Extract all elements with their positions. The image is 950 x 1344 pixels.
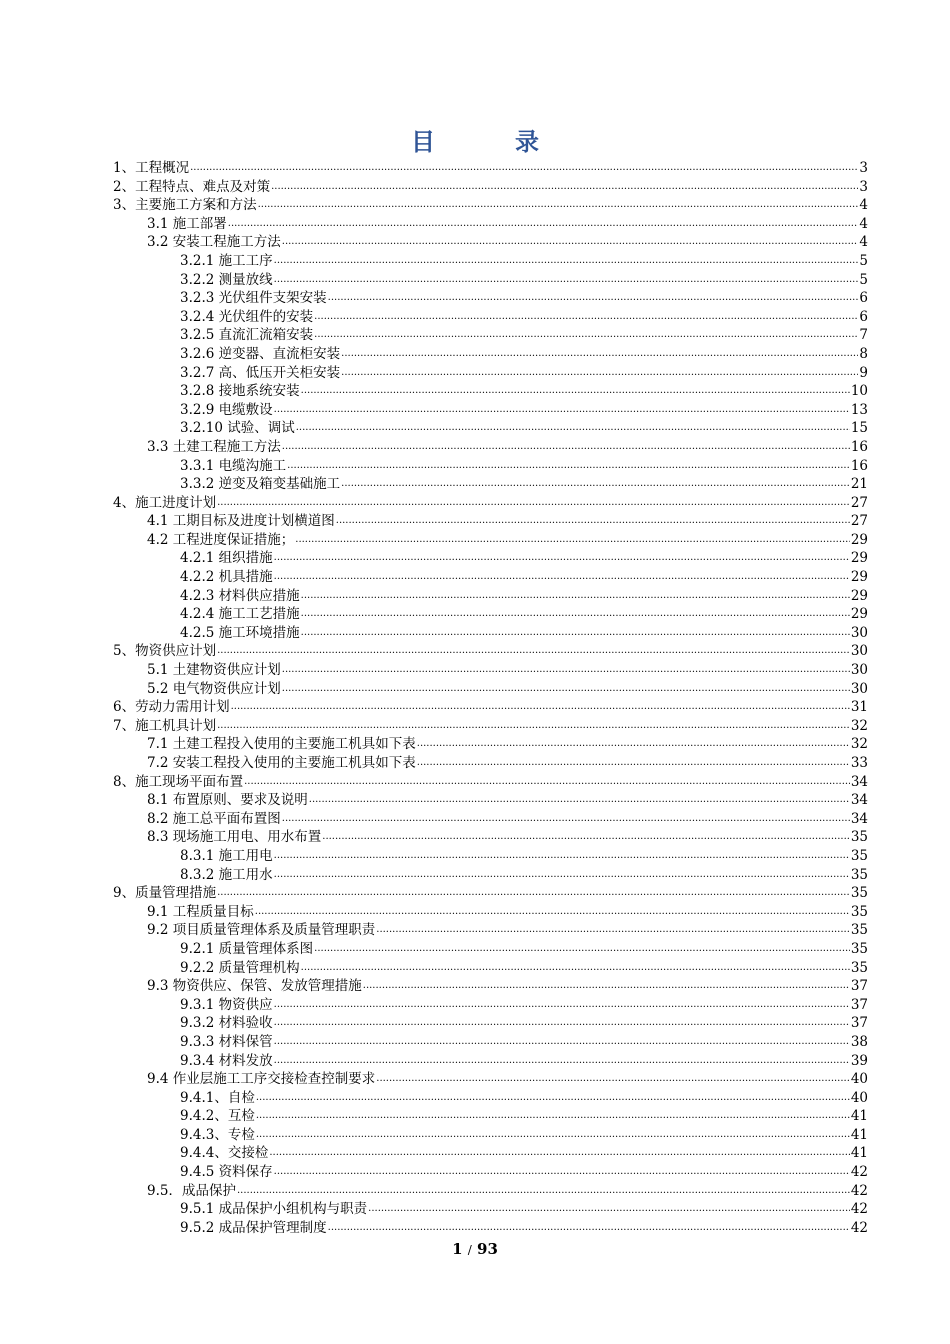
toc-entry[interactable] bbox=[113, 773, 868, 792]
toc-leader-dots bbox=[274, 1163, 850, 1182]
toc-entry[interactable] bbox=[113, 1033, 868, 1052]
toc-entry-text: 9.2.1 质量管理体系图 bbox=[180, 940, 314, 957]
toc-entry[interactable] bbox=[113, 233, 868, 252]
toc-entry-text: 3.2.5 直流汇流箱安装 bbox=[180, 327, 314, 344]
toc-entry[interactable] bbox=[113, 1052, 868, 1071]
toc-entry[interactable] bbox=[113, 828, 868, 847]
toc-leader-dots bbox=[328, 1219, 850, 1238]
toc-leader-dots bbox=[322, 828, 850, 847]
toc-entry[interactable] bbox=[113, 624, 868, 643]
toc-entry-text: 4.2.4 施工工艺措施 bbox=[180, 606, 300, 623]
toc-leader-dots bbox=[274, 1033, 850, 1052]
toc-entry[interactable] bbox=[113, 308, 868, 327]
toc-entry[interactable] bbox=[113, 401, 868, 420]
toc-entry-page: 6 bbox=[859, 308, 868, 325]
toc-entry-page: 27 bbox=[850, 513, 868, 530]
toc-entry-page: 35 bbox=[850, 903, 868, 920]
toc-entry[interactable] bbox=[113, 345, 868, 364]
toc-leader-dots bbox=[274, 996, 850, 1015]
toc-entry-text: 9、质量管理措施 bbox=[113, 885, 217, 902]
toc-leader-dots bbox=[295, 531, 850, 550]
toc-entry[interactable] bbox=[113, 475, 868, 494]
toc-leader-dots bbox=[301, 605, 850, 624]
toc-leader-dots bbox=[341, 475, 850, 494]
toc-entry[interactable] bbox=[113, 884, 868, 903]
toc-title: 目 录 bbox=[411, 127, 567, 156]
toc-entry[interactable] bbox=[113, 568, 868, 587]
toc-entry[interactable] bbox=[113, 847, 868, 866]
toc-entry-text: 4.2.3 材料供应措施 bbox=[180, 587, 300, 604]
toc-leader-dots bbox=[271, 178, 858, 197]
toc-entry-text: 9.3.2 材料验收 bbox=[180, 1015, 273, 1032]
page-current: 1 bbox=[452, 1240, 463, 1258]
toc-entry-text: 9.3.1 物资供应 bbox=[180, 996, 273, 1013]
toc-entry-page: 6 bbox=[859, 290, 868, 307]
toc-entry-page: 32 bbox=[850, 717, 868, 734]
toc-entry-page: 32 bbox=[850, 736, 868, 753]
toc-entry[interactable] bbox=[113, 531, 868, 550]
toc-entry-text: 3.1 施工部署 bbox=[147, 215, 227, 232]
toc-entry-text: 3.2.8 接地系统安装 bbox=[180, 383, 300, 400]
toc-leader-dots bbox=[274, 549, 850, 568]
toc-entry-page: 35 bbox=[850, 885, 868, 902]
toc-entry[interactable] bbox=[113, 457, 868, 476]
toc-entry[interactable] bbox=[113, 215, 868, 234]
toc-entry-page: 35 bbox=[850, 922, 868, 939]
toc-entry-page: 29 bbox=[850, 550, 868, 567]
toc-entry[interactable] bbox=[113, 382, 868, 401]
toc-entry[interactable] bbox=[113, 159, 868, 178]
toc-entry[interactable] bbox=[113, 735, 868, 754]
toc-entry-page: 5 bbox=[859, 252, 868, 269]
toc-entry[interactable] bbox=[113, 680, 868, 699]
toc-entry[interactable] bbox=[113, 1070, 868, 1089]
toc-entry-text: 8.2 施工总平面布置图 bbox=[147, 810, 281, 827]
toc-entry-text: 4、施工进度计划 bbox=[113, 494, 217, 511]
toc-entry-page: 38 bbox=[850, 1033, 868, 1050]
toc-entry[interactable] bbox=[113, 1089, 868, 1108]
toc-entry[interactable] bbox=[113, 1200, 868, 1219]
toc-leader-dots bbox=[314, 308, 858, 327]
toc-entry-page: 29 bbox=[850, 569, 868, 586]
toc-leader-dots bbox=[417, 735, 850, 754]
toc-leader-dots bbox=[255, 903, 850, 922]
toc-entry-page: 31 bbox=[850, 699, 868, 716]
toc-entry[interactable] bbox=[113, 940, 868, 959]
toc-entry-text: 3.3.1 电缆沟施工 bbox=[180, 457, 287, 474]
toc-leader-dots bbox=[274, 847, 850, 866]
toc-entry[interactable] bbox=[113, 1014, 868, 1033]
toc-entry-text: 8.3 现场施工用电、用水布置 bbox=[147, 829, 322, 846]
toc-leader-dots bbox=[314, 940, 850, 959]
toc-entry[interactable] bbox=[113, 996, 868, 1015]
toc-entry-text: 9.5.2 成品保护管理制度 bbox=[180, 1219, 327, 1236]
toc-entry-text: 8.1 布置原则、要求及说明 bbox=[147, 792, 308, 809]
toc-leader-dots bbox=[274, 568, 850, 587]
toc-entry-text: 3.2.7 高、低压开关柜安装 bbox=[180, 364, 341, 381]
toc-entry-text: 9.4.3、专检 bbox=[180, 1126, 255, 1143]
toc-entry[interactable] bbox=[113, 921, 868, 940]
toc-leader-dots bbox=[287, 457, 850, 476]
toc-entry[interactable] bbox=[113, 419, 868, 438]
toc-entry-text: 9.2.2 质量管理机构 bbox=[180, 959, 300, 976]
toc-leader-dots bbox=[376, 921, 850, 940]
toc-leader-dots bbox=[301, 959, 850, 978]
toc-entry-page: 34 bbox=[850, 810, 868, 827]
toc-leader-dots bbox=[336, 512, 850, 531]
toc-leader-dots bbox=[269, 1144, 849, 1163]
toc-entry-page: 42 bbox=[850, 1219, 868, 1236]
toc-entry[interactable] bbox=[113, 289, 868, 308]
toc-entry-page: 40 bbox=[850, 1071, 868, 1088]
toc-leader-dots bbox=[256, 1089, 850, 1108]
toc-leader-dots bbox=[341, 364, 858, 383]
toc-leader-dots bbox=[282, 438, 850, 457]
toc-entry-page: 35 bbox=[850, 866, 868, 883]
toc-entry-text: 4.2.1 组织措施 bbox=[180, 550, 273, 567]
page-total: 93 bbox=[477, 1240, 498, 1258]
toc-entry[interactable] bbox=[113, 903, 868, 922]
toc-entry[interactable] bbox=[113, 587, 868, 606]
toc-entry[interactable] bbox=[113, 512, 868, 531]
toc-entry-text: 3.3 土建工程施工方法 bbox=[147, 438, 281, 455]
toc-entry[interactable] bbox=[113, 810, 868, 829]
toc-leader-dots bbox=[256, 1107, 850, 1126]
toc-leader-dots bbox=[217, 884, 850, 903]
toc-entry-text: 4.1 工期目标及进度计划横道图 bbox=[147, 513, 335, 530]
toc-entry-text: 4.2 工程进度保证措施； bbox=[147, 531, 295, 548]
toc-entry[interactable] bbox=[113, 196, 868, 215]
toc-entry-text: 9.5．成品保护 bbox=[147, 1182, 236, 1199]
toc-entry-page: 42 bbox=[850, 1201, 868, 1218]
toc-entry-text: 3.2.9 电缆敷设 bbox=[180, 401, 273, 418]
toc-entry-text: 8、施工现场平面布置 bbox=[113, 773, 244, 790]
toc-entry-text: 3.2.6 逆变器、直流柜安装 bbox=[180, 345, 341, 362]
toc-leader-dots bbox=[217, 717, 850, 736]
toc-entry[interactable] bbox=[113, 1144, 868, 1163]
toc-entry-text: 9.4.1、自检 bbox=[180, 1089, 255, 1106]
toc-entry-page: 30 bbox=[850, 680, 868, 697]
toc-leader-dots bbox=[274, 271, 859, 290]
toc-entry[interactable] bbox=[113, 494, 868, 513]
toc-entry[interactable] bbox=[113, 438, 868, 457]
toc-entry-page: 30 bbox=[850, 662, 868, 679]
toc-entry-page: 41 bbox=[850, 1145, 868, 1162]
toc-entry-text: 3、主要施工方案和方法 bbox=[113, 197, 257, 214]
toc-leader-dots bbox=[417, 754, 850, 773]
toc-entry-page: 35 bbox=[850, 829, 868, 846]
toc-entry-text: 2、工程特点、难点及对策 bbox=[113, 178, 271, 195]
toc-entry-page: 35 bbox=[850, 847, 868, 864]
toc-entry[interactable] bbox=[113, 252, 868, 271]
toc-entry-page: 41 bbox=[850, 1126, 868, 1143]
toc-leader-dots bbox=[301, 382, 850, 401]
toc-entry[interactable] bbox=[113, 977, 868, 996]
toc-entry-text: 3.2.1 施工工序 bbox=[180, 252, 273, 269]
toc-entry-page: 29 bbox=[850, 587, 868, 604]
toc-leader-dots bbox=[237, 1182, 850, 1201]
toc-entry-text: 5.2 电气物资供应计划 bbox=[147, 680, 281, 697]
toc-entry-text: 9.2 项目质量管理体系及质量管理职责 bbox=[147, 922, 376, 939]
toc-leader-dots bbox=[309, 791, 850, 810]
toc-entry[interactable] bbox=[113, 717, 868, 736]
toc-entry[interactable] bbox=[113, 605, 868, 624]
toc-entry-text: 7.2 安装工程投入使用的主要施工机具如下表 bbox=[147, 755, 416, 771]
toc-entry[interactable] bbox=[113, 1163, 868, 1182]
toc-entry-text: 4.2.2 机具措施 bbox=[180, 569, 273, 586]
toc-entry-page: 35 bbox=[850, 959, 868, 976]
toc-leader-dots bbox=[282, 233, 859, 252]
toc-entry[interactable] bbox=[113, 791, 868, 810]
toc-leader-dots bbox=[190, 159, 858, 178]
toc-leader-dots bbox=[256, 1126, 850, 1145]
toc-leader-dots bbox=[376, 1070, 850, 1089]
toc-entry[interactable] bbox=[113, 754, 868, 773]
toc-entry-page: 10 bbox=[850, 383, 868, 400]
toc-entry-text: 8.3.2 施工用水 bbox=[180, 866, 273, 883]
toc-entry-text: 3.2.10 试验、调试 bbox=[180, 420, 295, 437]
toc-leader-dots bbox=[228, 215, 859, 234]
toc-entry-page: 5 bbox=[859, 271, 868, 288]
toc-leader-dots bbox=[282, 680, 850, 699]
toc-entry-page: 42 bbox=[850, 1164, 868, 1181]
toc-entry-page: 16 bbox=[850, 457, 868, 474]
toc-entry-text: 7.1 土建工程投入使用的主要施工机具如下表 bbox=[147, 736, 416, 753]
toc-entry-text: 5.1 土建物资供应计划 bbox=[147, 662, 281, 679]
toc-entry-page: 29 bbox=[850, 606, 868, 623]
toc-entry[interactable] bbox=[113, 178, 868, 197]
toc-entry-page: 37 bbox=[850, 1015, 868, 1032]
toc-entry-text: 9.4.4、交接检 bbox=[180, 1145, 269, 1162]
toc-leader-dots bbox=[258, 196, 859, 215]
toc-entry[interactable] bbox=[113, 1182, 868, 1201]
toc-entry-text: 9.3.4 材料发放 bbox=[180, 1052, 273, 1069]
toc-leader-dots bbox=[282, 661, 850, 680]
toc-entry[interactable] bbox=[113, 1126, 868, 1145]
toc-entry-page: 29 bbox=[850, 531, 868, 548]
toc-entry-page: 3 bbox=[859, 178, 868, 195]
toc-entry-page: 16 bbox=[850, 438, 868, 455]
toc-entry[interactable] bbox=[113, 661, 868, 680]
toc-entry-text: 9.1 工程质量目标 bbox=[147, 903, 254, 920]
toc-entry-text: 4.2.5 施工环境措施 bbox=[180, 624, 300, 641]
toc-leader-dots bbox=[274, 1014, 850, 1033]
page-number bbox=[0, 1238, 950, 1261]
toc-entry[interactable] bbox=[113, 549, 868, 568]
toc-entry-text: 9.4.2、互检 bbox=[180, 1108, 255, 1125]
toc-entry-text: 3.2.3 光伏组件支架安装 bbox=[180, 290, 327, 307]
toc-entry-page: 27 bbox=[850, 494, 868, 511]
toc-entry-text: 9.4.5 资料保存 bbox=[180, 1164, 273, 1181]
toc-entry-page: 40 bbox=[850, 1089, 868, 1106]
toc-entry-text: 9.3 物资供应、保管、发放管理措施 bbox=[147, 978, 362, 995]
toc-entry-text: 7、施工机具计划 bbox=[113, 717, 217, 734]
toc-entry[interactable] bbox=[113, 866, 868, 885]
table-of-contents bbox=[113, 159, 868, 1237]
toc-entry-page: 30 bbox=[850, 643, 868, 660]
toc-entry-text: 5、物资供应计划 bbox=[113, 643, 217, 660]
toc-entry[interactable] bbox=[113, 642, 868, 661]
toc-entry-page: 8 bbox=[859, 345, 868, 362]
toc-leader-dots bbox=[282, 810, 850, 829]
toc-leader-dots bbox=[363, 977, 850, 996]
toc-entry-page: 4 bbox=[859, 215, 868, 232]
toc-entry-page: 39 bbox=[850, 1052, 868, 1069]
toc-entry-text: 9.5.1 成品保护小组机构与职责 bbox=[180, 1201, 368, 1218]
toc-leader-dots bbox=[301, 587, 850, 606]
toc-entry-page: 34 bbox=[850, 792, 868, 809]
toc-leader-dots bbox=[217, 642, 850, 661]
toc-leader-dots bbox=[301, 624, 850, 643]
toc-entry-text: 6、劳动力需用计划 bbox=[113, 699, 230, 716]
toc-leader-dots bbox=[274, 401, 850, 420]
toc-leader-dots bbox=[231, 698, 850, 717]
toc-entry-text: 9.3.3 材料保管 bbox=[180, 1033, 273, 1050]
toc-entry-page: 34 bbox=[850, 773, 868, 790]
toc-entry[interactable] bbox=[113, 364, 868, 383]
toc-entry-page: 35 bbox=[850, 940, 868, 957]
toc-entry-text: 3.2.4 光伏组件的安装 bbox=[180, 308, 314, 325]
toc-entry-page: 4 bbox=[859, 234, 868, 251]
toc-entry-page: 13 bbox=[850, 401, 868, 418]
toc-leader-dots bbox=[217, 494, 850, 513]
toc-entry-text: 3.2 安装工程施工方法 bbox=[147, 234, 281, 251]
toc-entry[interactable] bbox=[113, 1107, 868, 1126]
toc-entry[interactable] bbox=[113, 326, 868, 345]
toc-entry[interactable] bbox=[113, 698, 868, 717]
toc-leader-dots bbox=[341, 345, 858, 364]
toc-entry[interactable] bbox=[113, 271, 868, 290]
toc-leader-dots bbox=[296, 419, 850, 438]
toc-entry-text: 3.3.2 逆变及箱变基础施工 bbox=[180, 476, 341, 493]
toc-entry-page: 21 bbox=[850, 476, 868, 493]
toc-entry-page: 30 bbox=[850, 624, 868, 641]
toc-entry-page: 4 bbox=[859, 197, 868, 214]
toc-entry-text: 8.3.1 施工用电 bbox=[180, 847, 273, 864]
toc-entry[interactable] bbox=[113, 1219, 868, 1238]
toc-leader-dots bbox=[274, 866, 850, 885]
toc-entry-page: 42 bbox=[850, 1182, 868, 1199]
toc-entry[interactable] bbox=[113, 959, 868, 978]
toc-entry-page: 9 bbox=[859, 364, 868, 381]
toc-entry-text: 3.2.2 测量放线 bbox=[180, 271, 273, 288]
toc-leader-dots bbox=[328, 289, 859, 308]
toc-entry-page: 3 bbox=[859, 160, 868, 176]
toc-entry-text: 1、工程概况 bbox=[113, 160, 190, 176]
toc-leader-dots bbox=[314, 326, 858, 345]
toc-leader-dots bbox=[274, 1052, 850, 1071]
toc-entry-page: 7 bbox=[859, 327, 868, 344]
toc-entry-page: 33 bbox=[850, 755, 868, 771]
toc-leader-dots bbox=[368, 1200, 850, 1219]
toc-leader-dots bbox=[274, 252, 859, 271]
toc-entry-page: 15 bbox=[850, 420, 868, 437]
toc-leader-dots bbox=[244, 773, 850, 792]
toc-entry-page: 37 bbox=[850, 978, 868, 995]
page-separator: / bbox=[467, 1243, 472, 1257]
toc-entry-text: 9.4 作业层施工工序交接检查控制要求 bbox=[147, 1071, 376, 1088]
toc-entry-page: 41 bbox=[850, 1108, 868, 1125]
toc-entry-page: 37 bbox=[850, 996, 868, 1013]
